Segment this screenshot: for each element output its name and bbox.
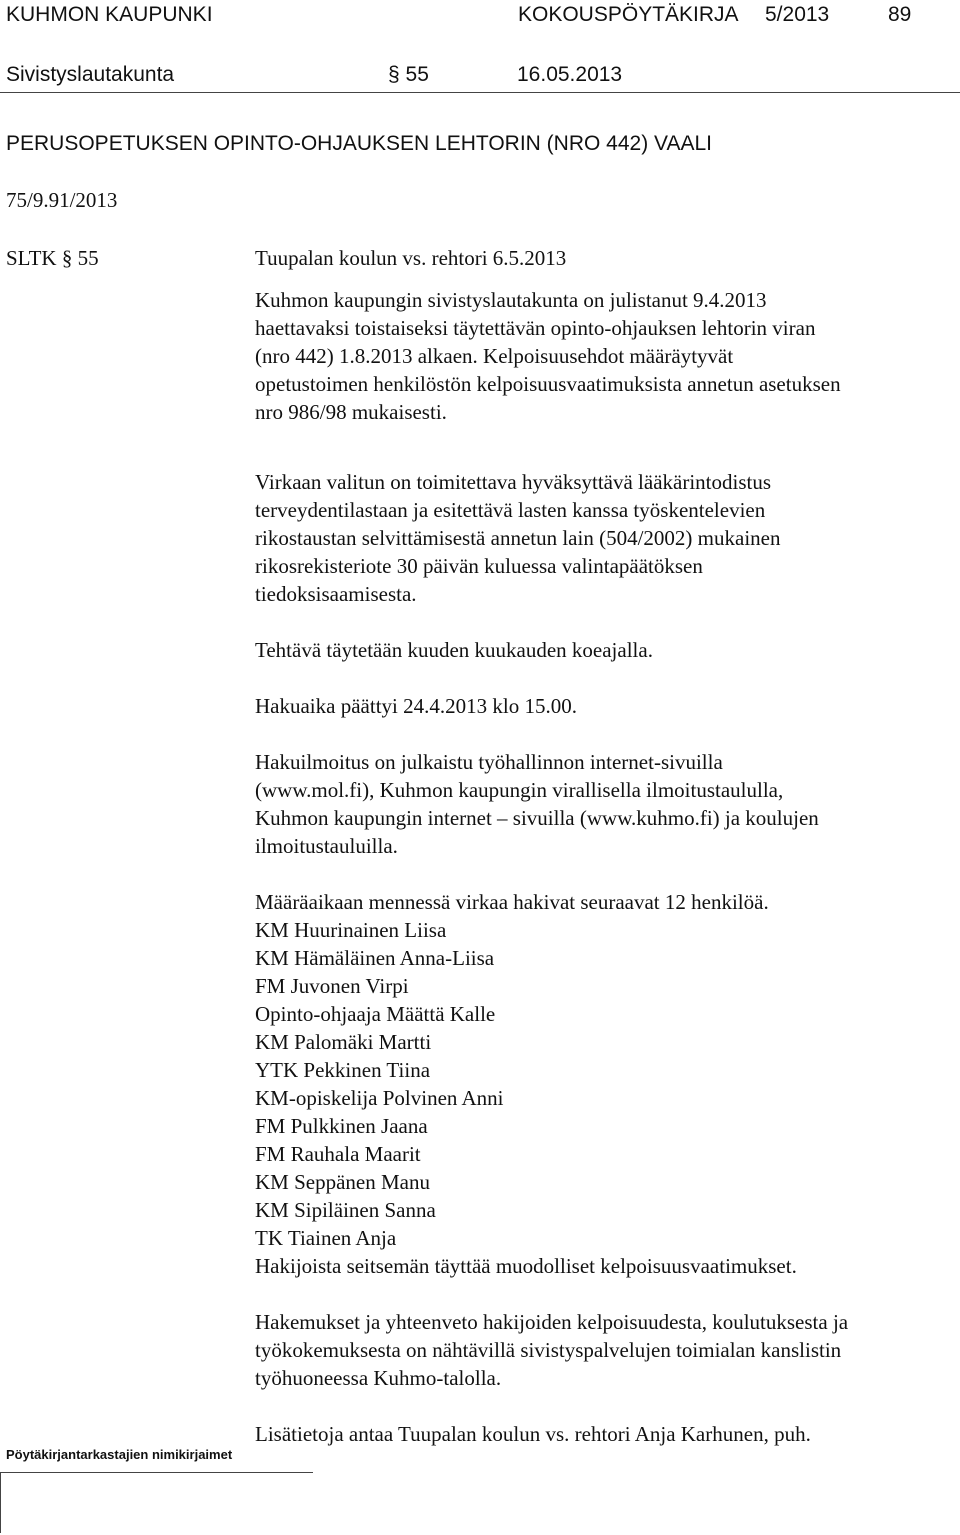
text-line: terveydentilastaan ja esitettävä lasten kanssa työskentelevien — [255, 498, 766, 522]
reference-number: 75/9.91/2013 — [6, 188, 118, 212]
board-name: Sivistyslautakunta — [6, 63, 175, 86]
text-line: nro 986/98 mukaisesti. — [255, 400, 447, 424]
meeting-date: 16.05.2013 — [517, 63, 623, 86]
list-item: KM-opiskelija Polvinen Anni — [255, 1086, 504, 1110]
text-line: työkokemuksesta on nähtävillä sivistyspalvelujen toimialan kanslistin — [255, 1338, 842, 1362]
text-line: Hakuaika päättyi 24.4.2013 klo 15.00. — [255, 694, 577, 718]
paragraph-contact — [255, 1420, 950, 1448]
applicants-outro: Hakijoista seitsemän täyttää muodolliset kelpoisuusvaatimukset. — [255, 1254, 797, 1278]
page-title: PERUSOPETUKSEN OPINTO-OHJAUKSEN LEHTORIN (NRO 442) VAALI — [6, 132, 712, 155]
header-divider — [0, 92, 960, 93]
page-number: 89 — [888, 3, 912, 26]
text-line: opetustoimen henkilöstön kelpoisuusvaatimuksista annetun asetuksen — [255, 372, 841, 396]
list-item: KM Sipiläinen Sanna — [255, 1198, 436, 1222]
preparer-text: Tuupalan koulun vs. rehtori 6.5.2013 — [255, 246, 567, 270]
text-line: tiedoksisaamisesta. — [255, 582, 417, 606]
paragraph-applicants — [255, 888, 950, 1280]
list-item: FM Rauhala Maarit — [255, 1142, 421, 1166]
list-item: FM Pulkkinen Jaana — [255, 1114, 428, 1138]
paragraph-requirements — [255, 468, 950, 608]
text-line: Lisätietoja antaa Tuupalan koulun vs. rehtori Anja Karhunen, puh. — [255, 1422, 811, 1446]
list-item: KM Hämäläinen Anna-Liisa — [255, 946, 495, 970]
applicant-list — [255, 916, 950, 1252]
text-line: haettavaksi toistaiseksi täytettävän opinto-ohjauksen lehtorin viran — [255, 316, 816, 340]
text-line: (www.mol.fi), Kuhmon kaupungin virallisella ilmoitustaululla, — [255, 778, 784, 802]
text-line: (nro 442) 1.8.2013 alkaen. Kelpoisuusehdot määräytyvät — [255, 344, 734, 368]
section-number: § 55 — [388, 63, 429, 86]
list-item: FM Juvonen Virpi — [255, 974, 409, 998]
document-type: KOKOUSPÖYTÄKIRJA — [518, 3, 739, 26]
list-item: KM Seppänen Manu — [255, 1170, 430, 1194]
text-line: Tehtävä täytetään kuuden kuukauden koeajalla. — [255, 638, 653, 662]
text-line: rikosrekisteriote 30 päivän kuluessa valintapäätöksen — [255, 554, 703, 578]
list-item: TK Tiainen Anja — [255, 1226, 397, 1250]
list-item: Opinto-ohjaaja Määttä Kalle — [255, 1002, 496, 1026]
text-line: Hakuilmoitus on julkaistu työhallinnon internet-sivuilla — [255, 750, 723, 774]
text-line: Virkaan valitun on toimitettava hyväksyttävä lääkärintodistus — [255, 470, 772, 494]
applicants-intro: Määräaikaan mennessä virkaa hakivat seuraavat 12 henkilöä. — [255, 890, 769, 914]
paragraph-deadline — [255, 692, 950, 720]
text-line: Kuhmon kaupungin internet – sivuilla (www.kuhmo.fi) ja koulujen — [255, 806, 819, 830]
list-item: KM Palomäki Martti — [255, 1030, 432, 1054]
text-line: Kuhmon kaupungin sivistyslautakunta on julistanut 9.4.2013 — [255, 288, 767, 312]
text-line: ilmoitustauluilla. — [255, 834, 398, 858]
list-item: YTK Pekkinen Tiina — [255, 1058, 431, 1082]
text-line: rikostaustan selvittämisestä annetun lain (504/2002) mukainen — [255, 526, 781, 550]
list-item: KM Huurinainen Liisa — [255, 918, 447, 942]
paragraph-documents — [255, 1308, 950, 1392]
signature-box — [0, 1472, 313, 1533]
text-line: Hakemukset ja yhteenveto hakijoiden kelpoisuudesta, koulutuksesta ja — [255, 1310, 849, 1334]
signature-label: Pöytäkirjantarkastajien nimikirjaimet — [6, 1447, 233, 1462]
preparer-label: SLTK § 55 — [6, 246, 99, 270]
paragraph-announcement — [255, 286, 950, 426]
paragraph-publication — [255, 748, 950, 860]
text-line: työhuoneessa Kuhmo-talolla. — [255, 1366, 502, 1390]
municipality-name: KUHMON KAUPUNKI — [6, 3, 213, 26]
paragraph-probation — [255, 636, 950, 664]
issue-number: 5/2013 — [765, 3, 830, 26]
